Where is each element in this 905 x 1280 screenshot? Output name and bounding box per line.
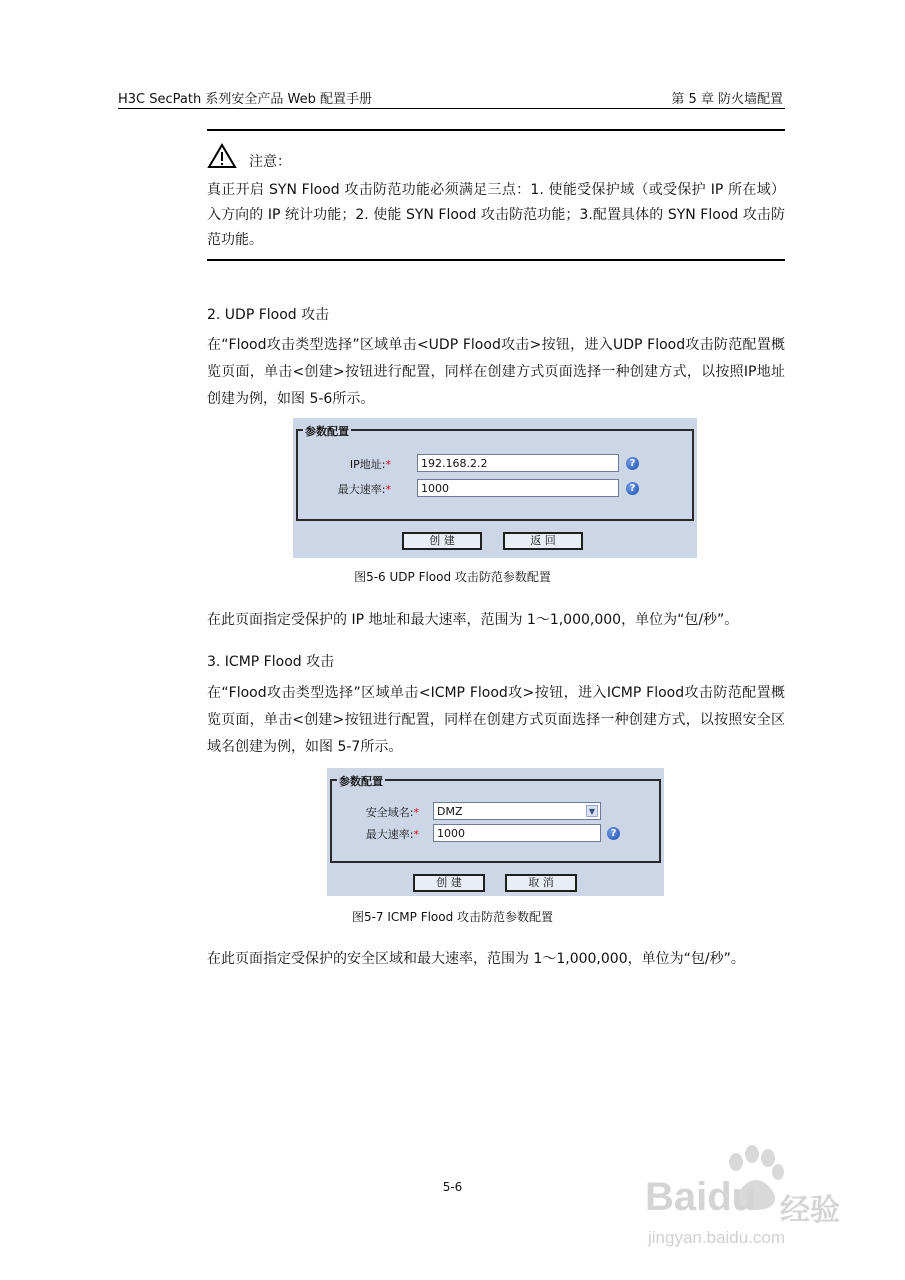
watermark-brand-du: du bbox=[707, 1175, 757, 1219]
notice-text: 真正开启 SYN Flood 攻击防范功能必须满足三点：1. 使能受保护域（或受保护 IP 所在域）入方向的 IP 统计功能；2. 使能 SYN Flood 攻击防范功能；3.配置具体的 SYN Flood 攻击防范功能。 bbox=[207, 182, 785, 248]
cancel-button[interactable]: 取 消 bbox=[505, 874, 577, 892]
warning-triangle-icon bbox=[207, 143, 237, 169]
watermark-product: 经验 bbox=[780, 1193, 840, 1228]
paragraph-udp-intro: 在“Flood攻击类型选择”区域单击<UDP Flood攻击>按钮，进入UDP Flood攻击防范配置概览页面，单击<创建>按钮进行配置，同样在创建方式页面选择一种创建方式，以按照IP地址创建为例，如图 5-6所示。 bbox=[207, 337, 785, 407]
watermark-brand: Bai bbox=[645, 1175, 708, 1219]
udp-flood-config-figure bbox=[293, 418, 697, 558]
fieldset-legend: 参数配置 bbox=[305, 425, 349, 438]
paragraph-icmp-intro: 在“Flood攻击类型选择”区域单击<ICMP Flood攻>按钮，进入ICMP Flood攻击防范配置概览页面，单击<创建>按钮进行配置，同样在创建方式页面选择一种创建方式，以按照安全区域名创建为例，如图 5-7所示。 bbox=[207, 685, 785, 755]
chevron-down-icon[interactable]: ▼ bbox=[586, 805, 598, 817]
watermark-url: jingyan.baidu.com bbox=[648, 1228, 786, 1247]
help-icon[interactable]: ? bbox=[626, 457, 639, 470]
ip-address-input[interactable]: 192.168.2.2 bbox=[417, 454, 619, 472]
running-header-chapter: 第 5 章 防火墙配置 bbox=[671, 92, 783, 107]
section-title-udp-flood: 2. UDP Flood 攻击 bbox=[207, 307, 330, 323]
max-rate-label: 最大速率:* bbox=[337, 483, 391, 496]
baidu-jingyan-watermark bbox=[640, 1140, 870, 1255]
icmp-flood-config-figure bbox=[327, 768, 664, 896]
page-number: 5-6 bbox=[442, 1180, 463, 1194]
header-divider bbox=[118, 108, 785, 109]
running-header-title: H3C SecPath 系列安全产品 Web 配置手册 bbox=[118, 92, 372, 107]
help-icon[interactable]: ? bbox=[607, 827, 620, 840]
section-title-icmp-flood: 3. ICMP Flood 攻击 bbox=[207, 654, 335, 670]
max-rate-input[interactable]: 1000 bbox=[433, 824, 601, 842]
max-rate-input[interactable]: 1000 bbox=[417, 479, 619, 497]
notice-box bbox=[207, 129, 785, 261]
figure-caption-5-6: 图5-6 UDP Flood 攻击防范参数配置 bbox=[354, 570, 551, 584]
parameter-fieldset bbox=[296, 429, 694, 521]
parameter-fieldset bbox=[330, 779, 661, 863]
back-button[interactable]: 返 回 bbox=[503, 532, 583, 550]
figure-caption-5-7: 图5-7 ICMP Flood 攻击防范参数配置 bbox=[351, 910, 554, 924]
paragraph-icmp-note: 在此页面指定受保护的安全区域和最大速率，范围为 1～1,000,000，单位为“包/秒”。 bbox=[207, 951, 745, 967]
paragraph-udp-note: 在此页面指定受保护的 IP 地址和最大速率，范围为 1～1,000,000，单位为“包/秒”。 bbox=[207, 612, 739, 628]
fieldset-legend: 参数配置 bbox=[339, 775, 383, 788]
notice-title: 注意： bbox=[249, 154, 291, 170]
create-button[interactable]: 创 建 bbox=[402, 532, 482, 550]
ip-address-label: IP地址:* bbox=[349, 458, 391, 471]
security-zone-select[interactable]: DMZ ▼ bbox=[433, 802, 601, 820]
create-button[interactable]: 创 建 bbox=[413, 874, 485, 892]
help-icon[interactable]: ? bbox=[626, 482, 639, 495]
max-rate-label: 最大速率:* bbox=[365, 828, 419, 841]
security-zone-label: 安全域名:* bbox=[365, 806, 419, 819]
